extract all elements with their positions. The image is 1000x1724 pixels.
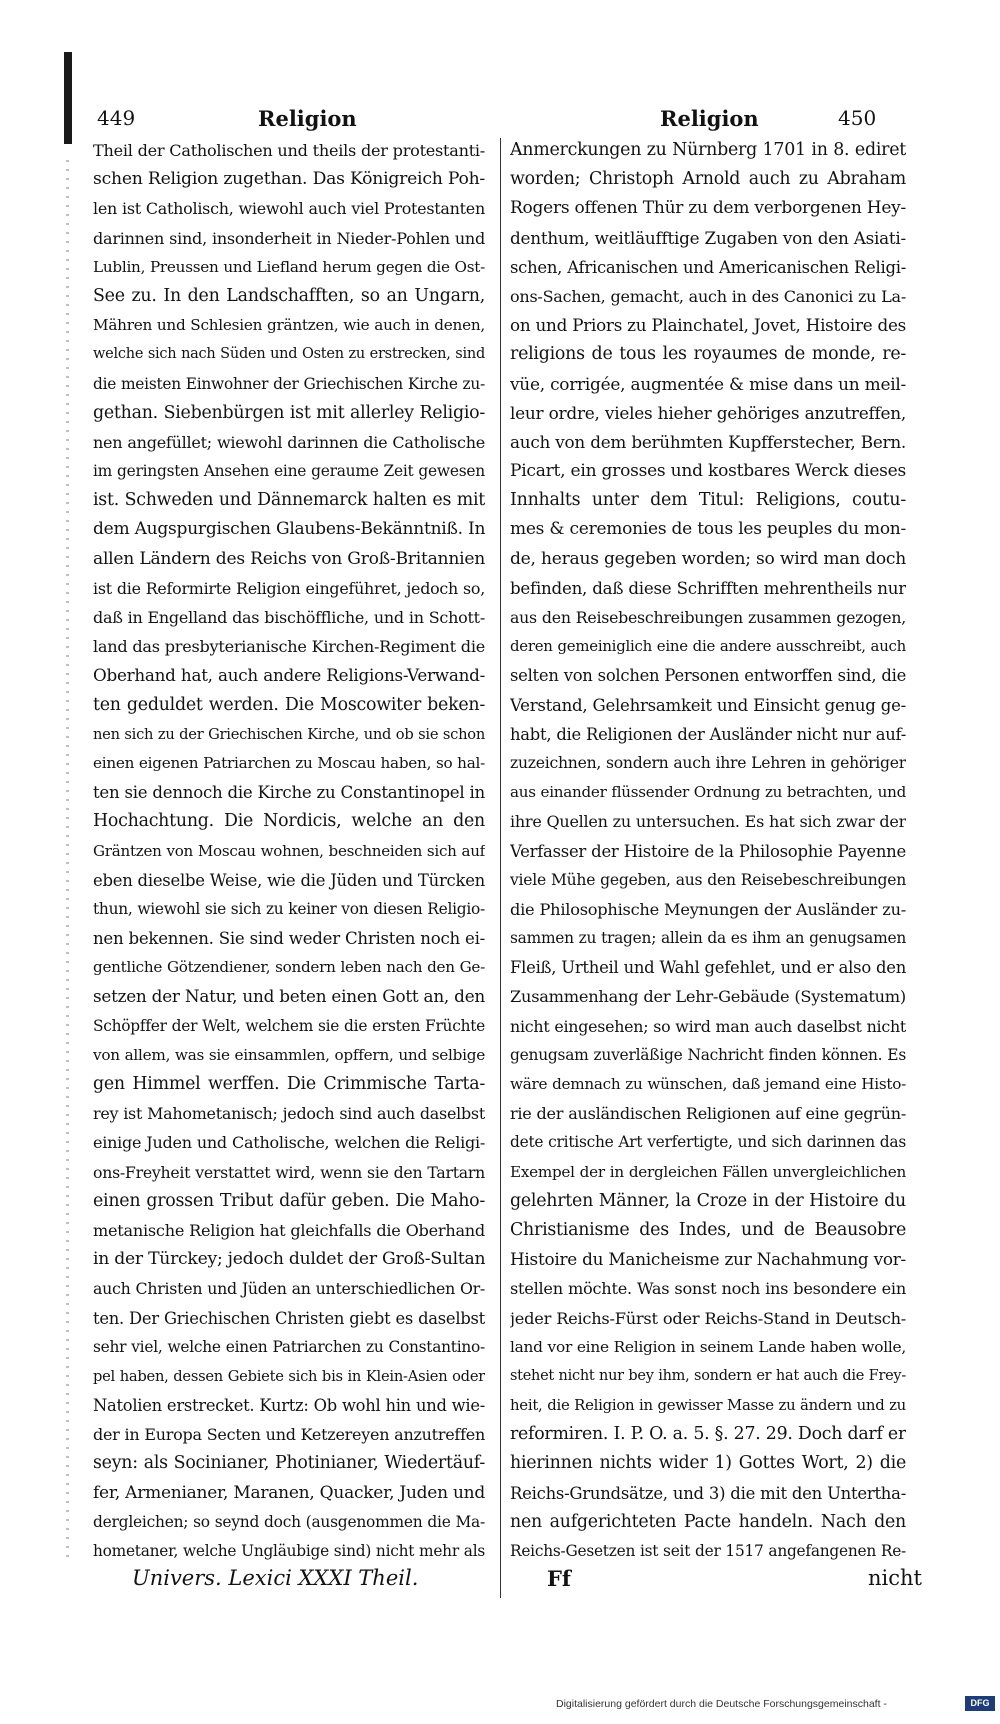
text-line: im geringsten Ansehen eine geraume Zeit gewesen <box>93 462 485 481</box>
text-line: Reichs-Grundsätze, und 3) die mit den Untertha- <box>510 1483 906 1503</box>
text-line: rie der ausländischen Religionen auf eine gegrün- <box>510 1104 906 1124</box>
catchword: nicht <box>868 1566 922 1590</box>
text-line: nen sich zu der Griechischen Kirche, und ob sie schon <box>93 725 485 743</box>
text-line: wäre demnach zu wünschen, daß jemand eine Histo- <box>510 1075 906 1093</box>
text-line: die meisten Einwohner der Griechischen Kirche zu- <box>93 374 485 393</box>
text-line: metanische Religion hat gleichfalls die Oberhand <box>93 1220 485 1240</box>
text-line: Exempel der in dergleichen Fällen unvergleichlichen <box>510 1162 906 1181</box>
signature-line: Univers. Lexici XXXI Theil. <box>132 1566 419 1590</box>
text-line: der in Europa Secten und Ketzereyen anzutreffen <box>93 1425 485 1445</box>
text-line: hierinnen nichts wider 1) Gottes Wort, 2) die <box>510 1453 906 1474</box>
text-line: Theil der Catholischen und theils der protestanti- <box>93 141 485 160</box>
text-line: gethan. Siebenbürgen ist mit allerley Religio- <box>93 402 485 423</box>
text-line: schen Religion zugethan. Das Königreich Poh- <box>93 169 485 190</box>
text-column-right <box>510 136 906 1560</box>
text-line: Verstand, Gelehrsamkeit und Einsicht genug ge- <box>510 695 906 715</box>
text-line: viele Mühe gegeben, aus den Reisebeschreibungen <box>510 870 906 889</box>
column-divider <box>500 138 501 1598</box>
text-line: vüe, corrigée, augmentée & mise dans un meil- <box>510 373 906 394</box>
text-line: ist die Reformirte Religion eingeführet, jedoch so, <box>93 578 485 598</box>
text-line: die Philosophische Meynungen der Ausländer zu- <box>510 899 906 919</box>
text-line: worden; Christoph Arnold auch zu Abraham <box>510 169 906 190</box>
text-line: welche sich nach Süden und Osten zu erstrecken, sind <box>93 346 485 363</box>
text-line: Natolien erstrecket. Kurtz: Ob wohl hin und wie- <box>93 1396 485 1416</box>
text-line: auch von dem berühmten Kupfferstecher, Bern. <box>510 431 906 452</box>
dfg-logo: DFG <box>965 1696 995 1711</box>
text-line: gelehrten Männer, la Croze in der Histoire du <box>510 1190 906 1211</box>
text-line: pel haben, dessen Gebiete sich bis in Klein-Asien oder <box>93 1367 485 1385</box>
text-line: Verfasser der Histoire de la Philosophie Payenne <box>510 841 906 861</box>
text-line: einen grossen Tribut dafür geben. Die Maho- <box>93 1190 485 1211</box>
text-line: mes & ceremonies de tous les peuples du mon- <box>510 519 906 540</box>
text-line: Anmerckungen zu Nürnberg 1701 in 8. ediret <box>510 140 906 160</box>
text-line: thun, wiewohl sie sich zu keiner von diesen Religio- <box>93 899 485 918</box>
binding-edge <box>64 52 72 144</box>
text-line: len ist Catholisch, wiewohl auch viel Protestanten <box>93 199 485 219</box>
text-line: daß in Engelland das bischöffliche, und in Schott- <box>93 608 485 627</box>
text-line: von allem, was sie einsammlen, opffern, und selbige <box>93 1045 485 1064</box>
text-line: zuzeichnen, sondern auch ihre Lehren in gehöriger <box>510 753 906 772</box>
text-line: ten geduldet werden. Die Moscowiter beken- <box>93 694 485 715</box>
text-line: ons-Sachen, gemacht, auch in des Canonici zu La- <box>510 286 906 306</box>
text-line: habt, die Religionen der Ausländer nicht nur auf- <box>510 724 906 744</box>
running-head-right: Religion <box>660 106 759 131</box>
text-column-left <box>93 136 485 1560</box>
text-line: dergleichen; so seynd doch (ausgenommen die Ma- <box>93 1512 485 1531</box>
text-line: leur ordre, vieles hieher gehöriges anzutreffen, <box>510 402 906 423</box>
text-line: Mähren und Schlesien gräntzen, wie auch in denen, <box>93 316 485 335</box>
text-line: hometaner, welche Ungläubige sind) nicht mehr als <box>93 1542 485 1560</box>
text-line: genugsam zuverläßige Nachricht finden können. Es <box>510 1045 906 1064</box>
text-line: sammen zu tragen; allein da es ihm an genugsamen <box>510 929 906 948</box>
text-line: gen Himmel werffen. Die Crimmische Tarta- <box>93 1074 485 1094</box>
running-head-left: Religion <box>258 106 357 131</box>
text-line: einen eigenen Patriarchen zu Moscau haben, so hal- <box>93 753 485 772</box>
text-line: nicht eingesehen; so wird man auch daselbst nicht <box>510 1016 906 1036</box>
sheet-mark: Ff <box>547 1566 571 1591</box>
text-line: rey ist Mahometanisch; jedoch sind auch daselbst <box>93 1104 485 1124</box>
text-line: nen bekennen. Sie sind weder Christen noch ei- <box>93 929 485 949</box>
text-line: aus einander flüssender Ordnung zu betrachten, und <box>510 783 906 802</box>
text-line: Lublin, Preussen und Liefland herum gegen die Ost- <box>93 257 485 276</box>
text-line: nen angefüllet; wiewohl darinnen die Catholische <box>93 432 485 452</box>
text-line: dem Augspurgischen Glaubens-Bekänntniß. In <box>93 519 485 540</box>
text-line: selten von solchen Personen entworffen sind, die <box>510 666 906 686</box>
text-line: Histoire du Manicheisme zur Nachahmung vor- <box>510 1249 906 1270</box>
text-line: fer, Armenianer, Maranen, Quacker, Juden und <box>93 1482 485 1503</box>
text-line: Oberhand hat, auch andere Religions-Verwand- <box>93 665 485 686</box>
text-line: Schöpffer der Welt, welchem sie die ersten Früchte <box>93 1016 485 1035</box>
text-line: nen aufgerichteten Pacte handeln. Nach den <box>510 1511 906 1532</box>
text-line: seyn: als Socinianer, Photinianer, Wiedertäuf- <box>93 1453 485 1474</box>
text-line: stehet nicht nur bey ihm, sondern er hat auch die Frey- <box>510 1367 906 1384</box>
text-line: Hochachtung. Die Nordicis, welche an den <box>93 811 485 832</box>
text-line: Christianisme des Indes, und de Beausobre <box>510 1219 906 1240</box>
text-line: land vor eine Religion in seinem Lande haben wolle, <box>510 1337 906 1356</box>
text-line: setzen der Natur, und beten einen Gott an, den <box>93 986 485 1007</box>
text-line: heit, die Religion in gewisser Masse zu ändern und zu <box>510 1396 906 1415</box>
text-line: ihre Quellen zu untersuchen. Es hat sich zwar der <box>510 812 906 832</box>
text-line: religions de tous les royaumes de monde, re- <box>510 344 906 365</box>
text-line: Reichs-Gesetzen ist seit der 1517 angefangenen Re- <box>510 1542 906 1560</box>
text-line: gentliche Götzendiener, sondern leben nach den Ge- <box>93 958 485 977</box>
text-line: befinden, daß diese Schrifften mehrentheils nur <box>510 578 906 598</box>
digitization-credit: Digitalisierung gefördert durch die Deutsche Forschungsgemeinschaft - <box>556 1698 887 1710</box>
text-line: dete critische Art verfertigte, und sich darinnen das <box>510 1133 906 1152</box>
text-line: eben dieselbe Weise, wie die Jüden und Türcken <box>93 870 485 890</box>
text-line: ist. Schweden und Dännemarck halten es mit <box>93 490 485 511</box>
text-line: ons-Freyheit verstattet wird, wenn sie den Tartarn <box>93 1162 485 1182</box>
text-line: in der Türckey; jedoch duldet der Groß-Sultan <box>93 1249 485 1270</box>
text-line: reformiren. I. P. O. a. 5. §. 27. 29. Doch darf er <box>510 1424 906 1445</box>
page-number-left: 449 <box>97 106 136 130</box>
text-line: schen, Africanischen und Americanischen Religi- <box>510 257 906 277</box>
text-line: Zusammenhang der Lehr-Gebäude (Systematum) <box>510 987 906 1007</box>
text-line: Innhalts unter dem Titul: Religions, coutu- <box>510 490 906 511</box>
text-line: sehr viel, welche einen Patriarchen zu Constantino- <box>93 1337 485 1356</box>
text-line: Fleiß, Urtheil und Wahl gefehlet, und er also den <box>510 958 906 978</box>
text-line: einige Juden und Catholische, welchen die Religi- <box>93 1133 485 1153</box>
text-line: on und Priors zu Plainchatel, Jovet, Histoire des <box>510 315 906 336</box>
text-line: stellen möchte. Was sonst noch ins besondere ein <box>510 1279 906 1299</box>
text-line: land das presbyterianische Kirchen-Regiment die <box>93 637 485 657</box>
text-line: aus den Reisebeschreibungen zusammen gezogen, <box>510 608 906 627</box>
text-line: denthum, weitläufftige Zugaben von den Asiati- <box>510 227 906 248</box>
binding-shadow <box>66 160 69 1560</box>
text-line: ten sie dennoch die Kirche zu Constantinopel in <box>93 783 485 803</box>
text-line: Rogers offenen Thür zu dem verborgenen Hey- <box>510 198 906 219</box>
text-line: jeder Reichs-Fürst oder Reichs-Stand in Deutsch- <box>510 1308 906 1328</box>
text-line: Picart, ein grosses und kostbares Werck dieses <box>510 461 906 482</box>
page-number-right: 450 <box>838 106 877 130</box>
text-line: Gräntzen von Moscau wohnen, beschneiden sich auf <box>93 841 485 860</box>
text-line: deren gemeiniglich eine die andere ausschreibt, auch <box>510 637 906 656</box>
text-line: de, heraus gegeben worden; so wird man doch <box>510 548 906 569</box>
text-line: auch Christen und Jüden an unterschiedlichen Or- <box>93 1279 485 1299</box>
text-line: See zu. In den Landschafften, so an Ungarn, <box>93 285 485 306</box>
text-line: darinnen sind, insonderheit in Nieder-Pohlen und <box>93 228 485 248</box>
text-line: ten. Der Griechischen Christen giebt es daselbst <box>93 1308 485 1328</box>
text-line: allen Ländern des Reichs von Groß-Britannien <box>93 548 485 569</box>
